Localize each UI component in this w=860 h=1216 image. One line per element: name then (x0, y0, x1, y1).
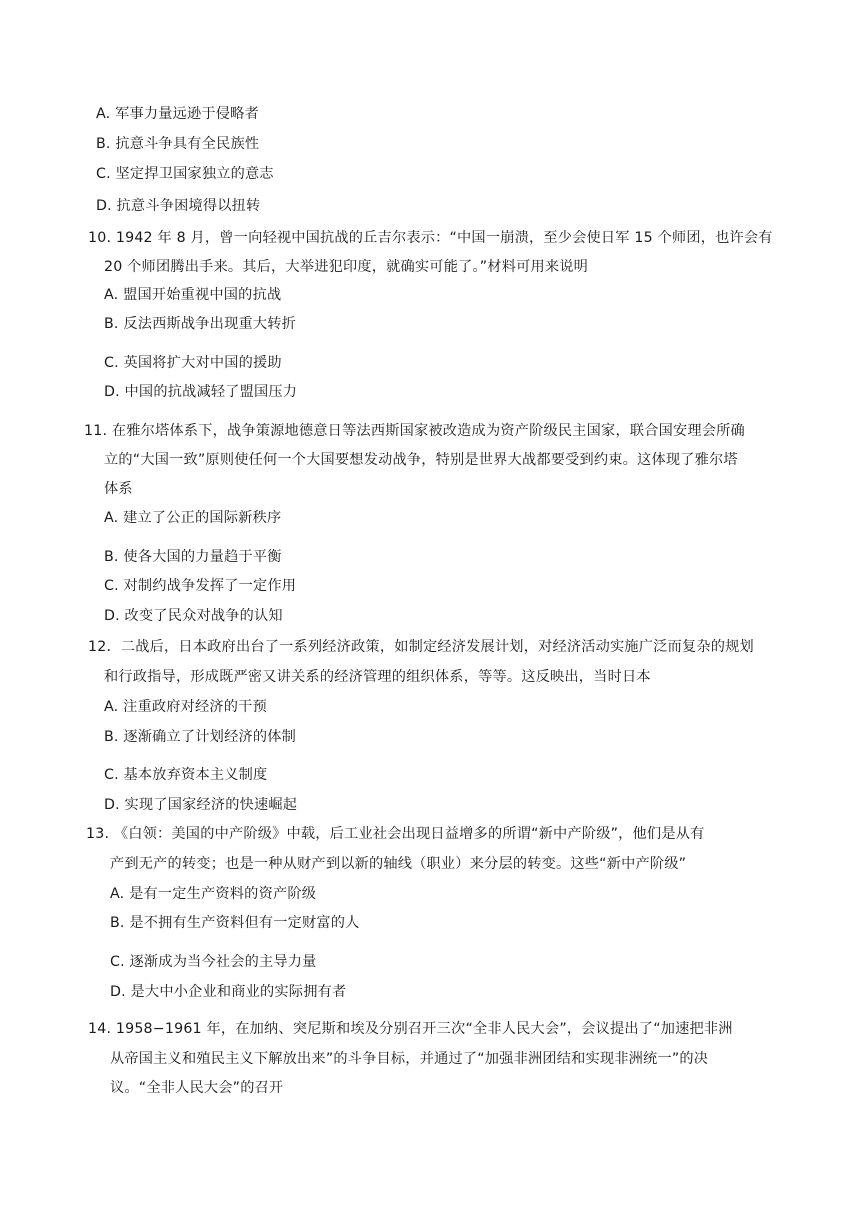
q10-option-b: B. 反法西斯战争出现重大转折 (104, 316, 297, 332)
q13-stem-line-2: 产到无产的转变；也是一种从财产到以新的轴线（职业）来分层的转变。这些“新中产阶级” (110, 856, 687, 872)
q13-option-a: A. 是有一定生产资料的资产阶级 (110, 886, 317, 902)
q12-option-c: C. 基本放弃资本主义制度 (104, 767, 268, 783)
q11-stem-line-3: 体系 (104, 481, 133, 497)
q11-option-d: D. 改变了民众对战争的认知 (104, 608, 283, 624)
q13-stem-line-1: 13. 《白领：美国的中产阶级》中载，后工业社会出现日益增多的所谓“新中产阶级”，他们是从有 (86, 826, 705, 842)
q13-option-c: C. 逐渐成为当今社会的主导力量 (110, 954, 317, 970)
q9-option-c: C. 坚定捍卫国家独立的意志 (96, 166, 274, 182)
q12-stem-line-2: 和行政指导，形成既严密又讲关系的经济管理的组织体系，等等。这反映出，当时日本 (104, 669, 651, 685)
q14-stem-line-3: 议。“全非人民大会”的召开 (110, 1080, 284, 1096)
q13-option-d: D. 是大中小企业和商业的实际拥有者 (110, 984, 347, 1000)
q10-option-d: D. 中国的抗战减轻了盟国压力 (104, 384, 298, 400)
q11-option-a: A. 建立了公正的国际新秩序 (104, 510, 282, 526)
q10-option-c: C. 英国将扩大对中国的援助 (104, 355, 282, 371)
q12-option-a: A. 注重政府对经济的干预 (104, 699, 267, 715)
q10-option-a: A. 盟国开始重视中国的抗战 (104, 287, 282, 303)
q12-option-b: B. 逐渐确立了计划经济的体制 (104, 729, 297, 745)
q10-stem-line-2: 20 个师团腾出手来。其后，大举进犯印度，就确实可能了。”材料可用来说明 (104, 259, 589, 275)
q10-stem-line-1: 10. 1942 年 8 月，曾一向轻视中国抗战的丘吉尔表示：“中国一崩溃，至少会使日军 15 个师团，也许会有 (88, 230, 773, 246)
q12-stem-line-1: 12．二战后，日本政府出台了一系列经济政策，如制定经济发展计划，对经济活动实施广泛而复杂的规划 (88, 639, 754, 655)
q14-stem-line-1: 14. 1958−1961 年，在加纳、突尼斯和埃及分别召开三次“全非人民大会”，会议提出了“加速把非洲 (88, 1021, 733, 1037)
q11-stem-line-1: 11. 在雅尔塔体系下，战争策源地德意日等法西斯国家被改造成为资产阶级民主国家，联合国安理会所确 (84, 423, 745, 439)
q11-option-c: C. 对制约战争发挥了一定作用 (104, 578, 297, 594)
q9-option-b: B. 抗意斗争具有全民族性 (96, 136, 260, 152)
q11-option-b: B. 使各大国的力量趋于平衡 (104, 549, 282, 565)
q9-option-a: A. 军事力量远逊于侵略者 (96, 106, 259, 122)
q11-stem-line-2: 立的“大国一致”原则使任何一个大国要想发动战争，特别是世界大战都要受到约束。这体现了雅尔塔 (104, 452, 738, 468)
q12-option-d: D. 实现了国家经济的快速崛起 (104, 797, 298, 813)
q13-option-b: B. 是不拥有生产资料但有一定财富的人 (110, 915, 360, 931)
q14-stem-line-2: 从帝国主义和殖民主义下解放出来”的斗争目标，并通过了“加强非洲团结和实现非洲统一”的决 (110, 1051, 709, 1067)
q9-option-d: D. 抗意斗争困境得以扭转 (96, 198, 261, 214)
